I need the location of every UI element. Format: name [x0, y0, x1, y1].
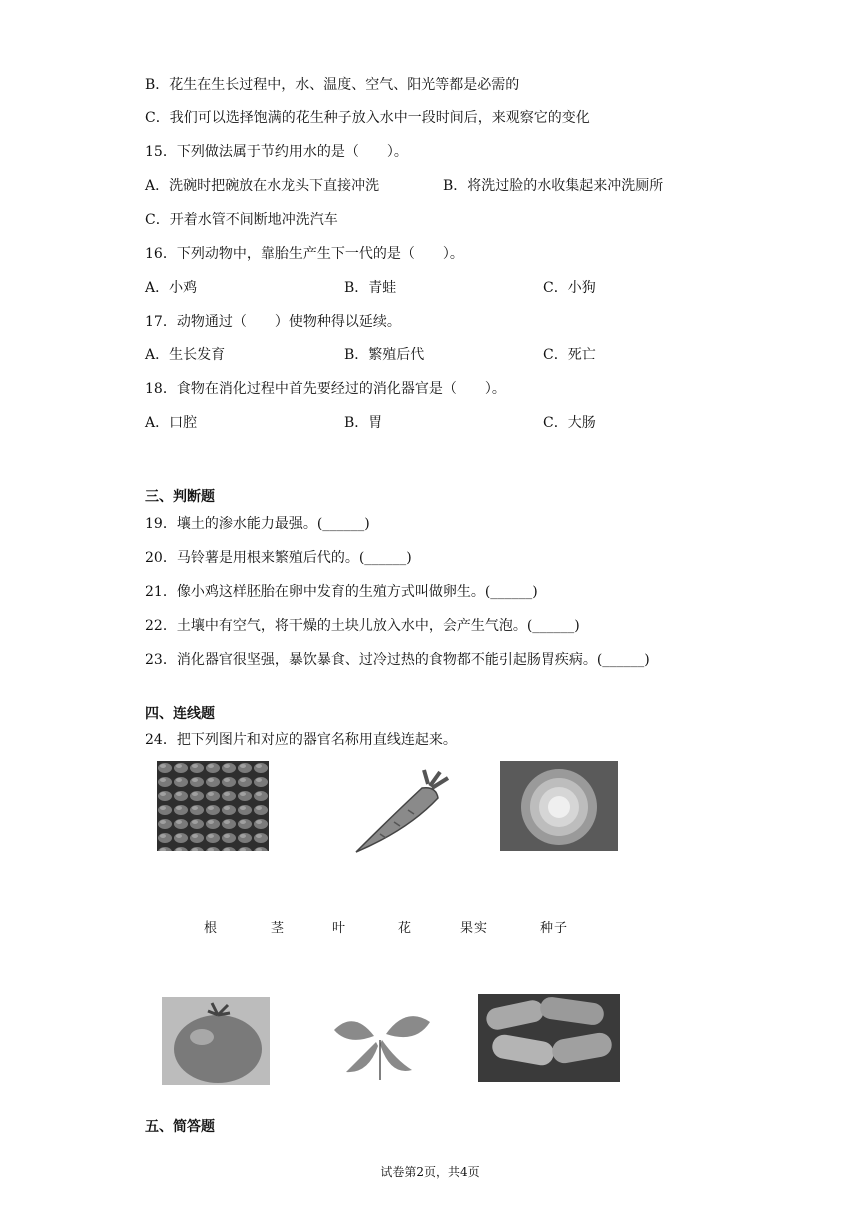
peanut-seeds-photo — [157, 761, 269, 851]
option-c-peanut: C．我们可以选择饱满的花生种子放入水中一段时间后，来观察它的变化 — [145, 110, 590, 126]
question-22: 22．土壤中有空气，将干燥的土块儿放入水中，会产生气泡。(______) — [145, 618, 580, 634]
label-root: 根 — [204, 921, 219, 936]
section-5-heading: 五、简答题 — [145, 1119, 215, 1135]
question-15: 15．下列做法属于节约用水的是（ ）。 — [145, 144, 408, 160]
question-18: 18．食物在消化过程中首先要经过的消化器官是（ ）。 — [145, 381, 506, 397]
q16-option-c: C．小狗 — [543, 280, 596, 296]
q18-option-b: B．胃 — [344, 415, 383, 431]
ginkgo-leaf-image — [326, 1000, 440, 1084]
label-flower: 花 — [398, 921, 413, 936]
q18-option-c: C．大肠 — [543, 415, 596, 431]
question-16: 16．下列动物中，靠胎生产生下一代的是（ ）。 — [145, 246, 464, 262]
option-b-peanut: B．花生在生长过程中，水、温度、空气、阳光等都是必需的 — [145, 77, 520, 93]
q16-option-b: B．青蛙 — [344, 280, 397, 296]
q15-option-a: A．洗碗时把碗放在水龙头下直接冲洗 — [145, 178, 380, 194]
label-fruit: 果实 — [460, 921, 489, 936]
question-23: 23．消化器官很坚强，暴饮暴食、过冷过热的食物都不能引起肠胃疾病。(______) — [145, 652, 650, 668]
question-24: 24．把下列图片和对应的器官名称用直线连起来。 — [145, 732, 457, 748]
q15-option-b: B．将洗过脸的水收集起来冲洗厕所 — [443, 178, 664, 194]
section-4-heading: 四、连线题 — [145, 706, 215, 722]
lotus-root-photo — [478, 994, 620, 1082]
q17-option-c: C．死亡 — [543, 347, 596, 363]
label-stem: 茎 — [271, 921, 286, 936]
label-leaf: 叶 — [332, 921, 347, 936]
question-17: 17．动物通过（ ）使物种得以延续。 — [145, 314, 401, 330]
q15-option-c: C．开着水管不间断地冲洗汽车 — [145, 212, 338, 228]
question-19: 19．壤土的渗水能力最强。(______) — [145, 516, 370, 532]
flower-photo — [500, 761, 618, 851]
section-3-heading: 三、判断题 — [145, 489, 215, 505]
q18-option-a: A．口腔 — [145, 415, 198, 431]
label-seed: 种子 — [540, 921, 569, 936]
tomato-photo — [162, 997, 270, 1085]
question-21: 21．像小鸡这样胚胎在卵中发育的生殖方式叫做卵生。(______) — [145, 584, 538, 600]
q16-option-a: A．小鸡 — [145, 280, 198, 296]
question-20: 20．马铃薯是用根来繁殖后代的。(______) — [145, 550, 412, 566]
q17-option-a: A．生长发育 — [145, 347, 226, 363]
carrot-image — [350, 768, 452, 858]
q17-option-b: B．繁殖后代 — [344, 347, 425, 363]
page-footer: 试卷第2页，共4页 — [380, 1165, 480, 1179]
